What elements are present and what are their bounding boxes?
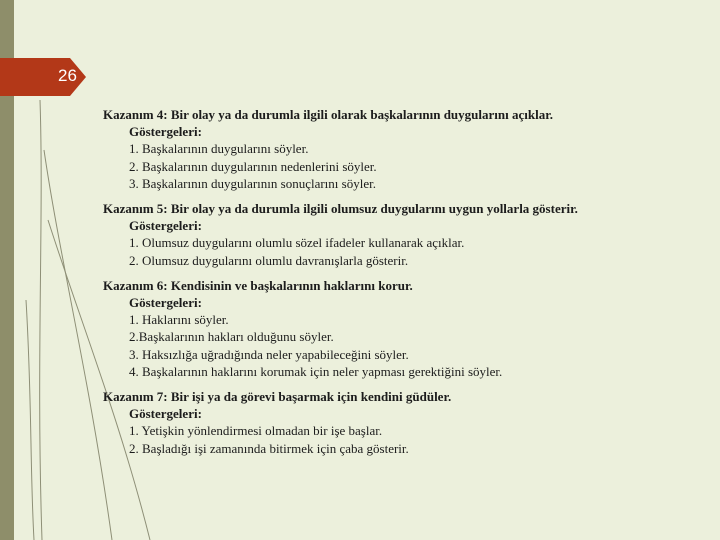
slide-number: 26: [58, 66, 77, 85]
outcome-block-6: [103, 277, 703, 380]
deco-line-1: [40, 100, 42, 540]
outcome-block-7: [103, 388, 703, 457]
outcome-heading: Kazanım 7: Bir işi ya da görevi başarmak için kendini güdüler.: [103, 389, 452, 405]
slide-content: [103, 106, 703, 465]
indicator-item: 1. Yetişkin yönlendirmesi olmadan bir işe başlar.: [129, 423, 383, 439]
indicator-item: 1. Başkalarının duygularını söyler.: [129, 141, 309, 157]
indicator-item: 2. Başladığı işi zamanında bitirmek için çaba gösterir.: [129, 440, 409, 456]
outcome-block-4: [103, 106, 703, 192]
indicator-item: 1. Haklarını söyler.: [129, 312, 229, 328]
outcome-heading: Kazanım 6: Kendisinin ve başkalarının haklarını korur.: [103, 277, 413, 293]
outcome-block-5: [103, 200, 703, 269]
indicators-title: Göstergeleri:: [129, 218, 202, 234]
deco-line-2: [44, 150, 112, 540]
indicators-title: Göstergeleri:: [129, 406, 202, 422]
indicator-item: 2. Başkalarının duygularının nedenlerini söyler.: [129, 158, 377, 174]
indicator-item: 3. Başkalarının duygularının sonuçlarını söyler.: [129, 175, 376, 191]
indicator-item: 2. Olumsuz duygularını olumlu davranışlarla gösterir.: [129, 252, 409, 268]
indicator-item: 2.Başkalarının hakları olduğunu söyler.: [129, 329, 334, 345]
indicators-title: Göstergeleri:: [129, 295, 202, 311]
indicators-title: Göstergeleri:: [129, 124, 202, 140]
indicator-item: 4. Başkalarının haklarını korumak için neler yapması gerektiğini söyler.: [129, 363, 503, 379]
indicator-item: 1. Olumsuz duygularını olumlu sözel ifadeler kullanarak açıklar.: [129, 235, 465, 251]
outcome-heading: Kazanım 4: Bir olay ya da durumla ilgili olarak başkalarının duygularını açıklar.: [103, 107, 554, 122]
deco-line-4: [26, 300, 34, 540]
indicator-item: 3. Haksızlığa uğradığında neler yapabileceğini söyler.: [129, 346, 409, 362]
outcome-heading: Kazanım 5: Bir olay ya da durumla ilgili olumsuz duygularını uygun yollarla gösterir.: [103, 201, 578, 217]
